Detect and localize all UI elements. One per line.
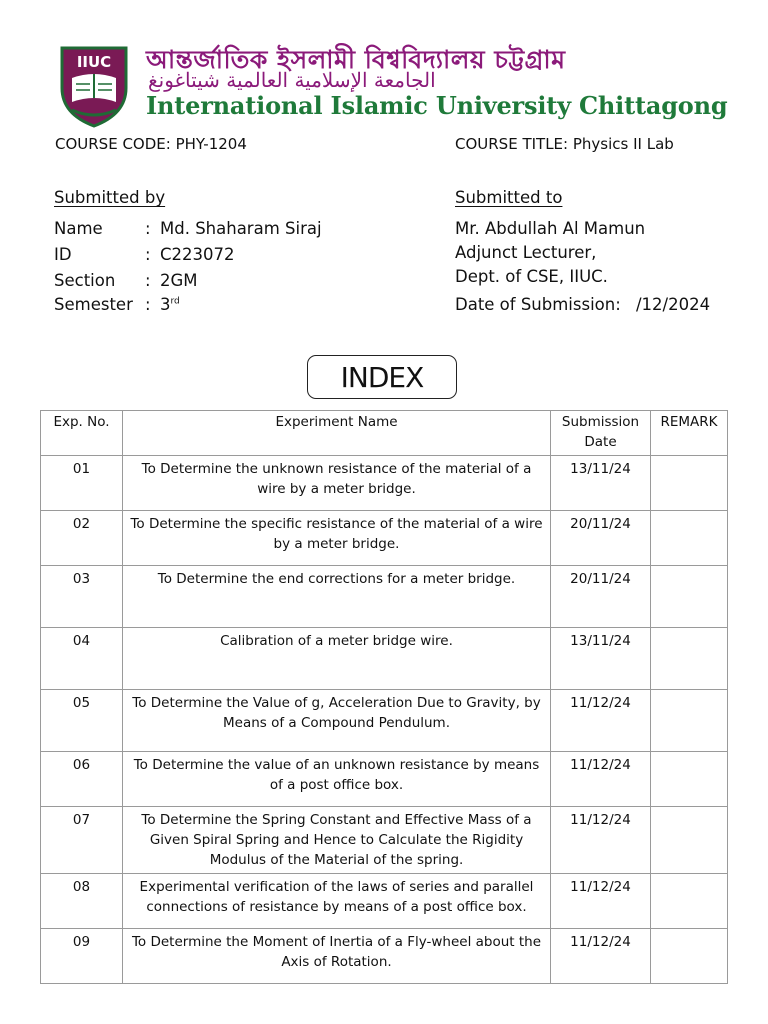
exp-no: 06 xyxy=(41,752,123,807)
header-experiment-name: Experiment Name xyxy=(123,411,551,456)
experiment-name: Experimental verification of the laws of series and parallel connections of resistance by means of a post office box. xyxy=(123,874,551,929)
header-submission-date: Submission Date xyxy=(551,411,651,456)
experiment-name: To Determine the end corrections for a meter bridge. xyxy=(123,566,551,628)
remark xyxy=(651,511,728,566)
exp-no: 05 xyxy=(41,690,123,752)
submission-date: 11/12/24 xyxy=(551,929,651,984)
submission-date: 11/12/24 xyxy=(551,690,651,752)
experiment-index-table xyxy=(40,410,728,984)
supervisor-department: Dept. of CSE, IIUC. xyxy=(455,267,608,286)
table-row xyxy=(41,628,728,690)
experiment-name: To Determine the specific resistance of the material of a wire by a meter bridge. xyxy=(123,511,551,566)
semester-ordinal-suffix: rd xyxy=(170,296,180,307)
university-header xyxy=(56,38,728,128)
semester-value xyxy=(160,295,180,314)
exp-no: 09 xyxy=(41,929,123,984)
exp-no: 04 xyxy=(41,628,123,690)
experiment-name: To Determine the Value of g, Acceleration Due to Gravity, by Means of a Compound Pendulum. xyxy=(123,690,551,752)
exp-no: 07 xyxy=(41,807,123,874)
semester-number: 3 xyxy=(160,295,171,314)
table-row xyxy=(41,929,728,984)
submission-date: 11/12/24 xyxy=(551,752,651,807)
supervisor-designation: Adjunct Lecturer, xyxy=(455,243,597,262)
exp-no: 02 xyxy=(41,511,123,566)
table-row xyxy=(41,690,728,752)
id-value: C223072 xyxy=(160,245,235,264)
semester-label: Semester xyxy=(54,295,133,314)
experiment-name: To Determine the unknown resistance of the material of a wire by a meter bridge. xyxy=(123,456,551,511)
remark xyxy=(651,566,728,628)
remark xyxy=(651,456,728,511)
submission-date: 20/11/24 xyxy=(551,511,651,566)
experiment-name: Calibration of a meter bridge wire. xyxy=(123,628,551,690)
experiment-name: To Determine the Spring Constant and Effective Mass of a Given Spiral Spring and Hence to Calculate the Rigidity Modulus of the Material of the spring. xyxy=(123,807,551,874)
header-exp-no: Exp. No. xyxy=(41,411,123,456)
supervisor-name: Mr. Abdullah Al Mamun xyxy=(455,219,646,238)
section-colon: : xyxy=(145,271,151,290)
remark xyxy=(651,807,728,874)
table-row xyxy=(41,807,728,874)
exp-no: 03 xyxy=(41,566,123,628)
course-title: COURSE TITLE: Physics II Lab xyxy=(455,135,674,153)
remark xyxy=(651,929,728,984)
submission-date-label: Date of Submission: xyxy=(455,295,621,314)
university-name-arabic: الجامعة الإسلامية العالمية شيتاغونغ xyxy=(148,68,436,92)
index-title: INDEX xyxy=(307,355,457,399)
table-row xyxy=(41,511,728,566)
submission-date: 13/11/24 xyxy=(551,628,651,690)
university-crest-logo xyxy=(58,44,130,128)
semester-colon: : xyxy=(145,295,151,314)
table-row xyxy=(41,456,728,511)
submission-date-value: /12/2024 xyxy=(636,295,711,314)
name-value: Md. Shaharam Siraj xyxy=(160,219,322,238)
exp-no: 08 xyxy=(41,874,123,929)
svg-text:IIUC: IIUC xyxy=(76,53,112,71)
university-name-english: International Islamic University Chittagong xyxy=(146,91,728,120)
table-row xyxy=(41,566,728,628)
header-remark: REMARK xyxy=(651,411,728,456)
university-name-bengali: আন্তর্জাতিক ইসলামী বিশ্ববিদ্যালয় চট্টগ্রাম xyxy=(146,45,566,74)
submitted-by-heading: Submitted by xyxy=(54,188,166,207)
table-header-row xyxy=(41,411,728,456)
remark xyxy=(651,690,728,752)
table-row xyxy=(41,752,728,807)
submission-date: 11/12/24 xyxy=(551,874,651,929)
remark xyxy=(651,752,728,807)
id-colon: : xyxy=(145,245,151,264)
submission-date: 20/11/24 xyxy=(551,566,651,628)
name-colon: : xyxy=(145,219,151,238)
experiment-name: To Determine the value of an unknown resistance by means of a post office box. xyxy=(123,752,551,807)
exp-no: 01 xyxy=(41,456,123,511)
submitted-to-heading: Submitted to xyxy=(455,188,563,207)
table-row xyxy=(41,874,728,929)
remark xyxy=(651,874,728,929)
id-label: ID xyxy=(54,245,72,264)
remark xyxy=(651,628,728,690)
submission-date: 13/11/24 xyxy=(551,456,651,511)
experiment-name: To Determine the Moment of Inertia of a Fly-wheel about the Axis of Rotation. xyxy=(123,929,551,984)
section-value: 2GM xyxy=(160,271,198,290)
course-code: COURSE CODE: PHY-1204 xyxy=(55,135,247,153)
name-label: Name xyxy=(54,219,103,238)
submission-date: 11/12/24 xyxy=(551,807,651,874)
section-label: Section xyxy=(54,271,116,290)
